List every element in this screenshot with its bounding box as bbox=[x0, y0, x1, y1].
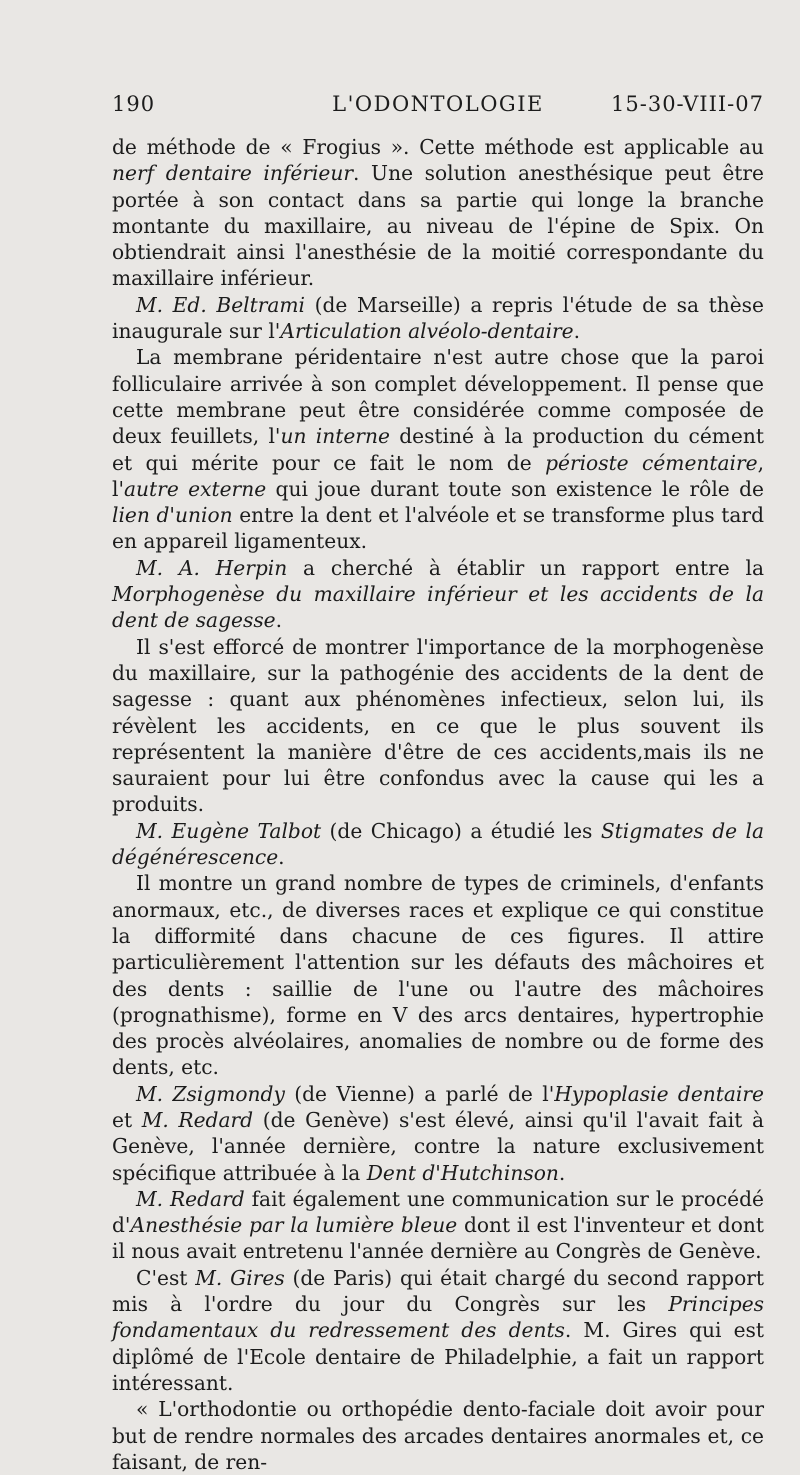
text-run: Il s'est efforcé de montrer l'importance de la morphogenèse du maxillaire, sur la pathogénie des accidents de la dent de sagesse : quant aux phénomènes infectieux, selon lui, ils révèlent les accidents, en ce que le plus souvent ils représentent la manière d'être de ces accidents,mais ils ne sauraient pour lui être confondus avec la cause qui les a produits. bbox=[112, 634, 764, 817]
issue-date: 15-30-VIII-07 bbox=[611, 92, 764, 116]
paragraph bbox=[112, 634, 764, 818]
italic-text: Dent d'Hutchinson bbox=[366, 1160, 559, 1185]
body-text bbox=[112, 134, 764, 1475]
text-run: . bbox=[275, 608, 283, 633]
italic-text: Morphogenèse du maxillaire inférieur et les accidents de la dent de sagesse bbox=[112, 582, 764, 633]
italic-text: lien d'union bbox=[112, 503, 233, 528]
italic-text: Stigmates de la dégénérescence bbox=[112, 818, 764, 870]
text-run: (de Chicago) a étudié les bbox=[321, 818, 601, 843]
italic-text: M. Gires bbox=[195, 1265, 285, 1290]
text-run: a cherché à établir un rapport entre la bbox=[287, 555, 764, 580]
paragraph bbox=[112, 1265, 764, 1396]
paragraph bbox=[112, 870, 764, 1080]
text-run: qui joue durant toute son existence le rôle de bbox=[266, 476, 764, 501]
journal-title: L'ODONTOLOGIE bbox=[332, 92, 544, 116]
page-number: 190 bbox=[112, 92, 156, 116]
paragraph bbox=[112, 344, 764, 554]
italic-text: Hypoplasie dentaire bbox=[554, 1081, 764, 1106]
text-run: . bbox=[278, 845, 285, 870]
text-run: destiné à la production du cément et qui mérite pour ce fait le nom de bbox=[112, 424, 764, 475]
text-run: (de Vienne) a parlé de l' bbox=[284, 1081, 555, 1106]
italic-text: un interne bbox=[280, 424, 390, 449]
text-run: . bbox=[558, 1160, 566, 1185]
paragraph bbox=[112, 134, 764, 292]
paragraph bbox=[112, 818, 764, 871]
paragraph bbox=[112, 1186, 764, 1265]
text-run: et bbox=[112, 1107, 142, 1132]
italic-text: Articulation alvéolo-dentaire bbox=[280, 319, 574, 344]
text-run: , l' bbox=[112, 450, 765, 501]
text-run: (de Genève) s'est élevé, ainsi qu'il l'avait fait à Genève, l'année dernière, contre la nature exclusivement spécifique attribuée à la bbox=[112, 1107, 764, 1185]
running-header bbox=[112, 92, 764, 122]
italic-text: autre externe bbox=[124, 476, 267, 501]
text-run: « L'orthodontie ou orthopédie dento-faciale doit avoir pour but de rendre normales des arcades dentaires anormales et, ce faisant, de ren- bbox=[112, 1397, 764, 1474]
italic-text: M. Eugène Talbot bbox=[136, 818, 322, 843]
italic-text: périoste cémentaire bbox=[545, 450, 758, 475]
text-run: dont il est l'inventeur et dont il nous avait entretenu l'année dernière au Congrès de Genève. bbox=[112, 1213, 764, 1264]
italic-text: Anesthésie par la lumière bleue bbox=[130, 1213, 458, 1238]
text-run: Il montre un grand nombre de types de criminels, d'enfants anormaux, etc., de diverses races et explique ce qui constitue la difformité dans chacune de ces figures. Il attire particulièrement l'attention sur les défauts des mâchoires et des dents : saillie de l'une ou l'autre des mâchoires (prognathisme), forme en V des arcs dentaires, hypertrophie des procès alvéolaires, anomalies de nombre ou de forme des dents, etc. bbox=[112, 871, 764, 1080]
text-run: . Une solution anesthésique peut être portée à son contact dans sa partie qui longe la branche montante du maxillaire, au niveau de l'épine de Spix. On obtiendrait ainsi l'anesthésie de la moitié correspondante du maxillaire inférieur. bbox=[112, 161, 764, 291]
text-run: fait également une communication sur le procédé d' bbox=[112, 1186, 765, 1238]
paragraph bbox=[112, 292, 764, 345]
text-run: (de Paris) qui était chargé du second rapport mis à l'ordre du jour du Congrès sur les bbox=[112, 1265, 764, 1317]
text-run: de méthode de « Frogius ». Cette méthode est applicable au bbox=[112, 135, 764, 159]
italic-text: M. Redard bbox=[141, 1107, 254, 1132]
text-run: . M. Gires qui est diplômé de l'Ecole dentaire de Philadelphie, a fait un rapport intéressant. bbox=[112, 1318, 764, 1395]
text-run: La membrane péridentaire n'est autre chose que la paroi folliculaire arrivée à son complet développement. Il pense que cette membrane peut être considérée comme composée de deux feuillets, l' bbox=[112, 345, 764, 449]
italic-text: Principes fondamentaux du redressement des dents bbox=[112, 1292, 764, 1343]
italic-text: nerf dentaire inférieur bbox=[112, 161, 353, 186]
paragraph bbox=[112, 1081, 764, 1186]
italic-text: M. A. Herpin bbox=[136, 555, 288, 580]
paragraph bbox=[112, 1396, 764, 1475]
italic-text: M. Ed. Beltrami bbox=[136, 292, 305, 317]
italic-text: M. Zsigmondy bbox=[136, 1081, 285, 1106]
text-run: C'est bbox=[136, 1265, 196, 1290]
paragraph bbox=[112, 555, 764, 634]
text-run: (de Marseille) a repris l'étude de sa thèse inaugurale sur l' bbox=[112, 292, 764, 344]
italic-text: M. Redard bbox=[136, 1186, 245, 1211]
text-run: . bbox=[573, 319, 581, 344]
text-run: entre la dent et l'alvéole et se transforme plus tard en appareil ligamenteux. bbox=[112, 503, 764, 554]
